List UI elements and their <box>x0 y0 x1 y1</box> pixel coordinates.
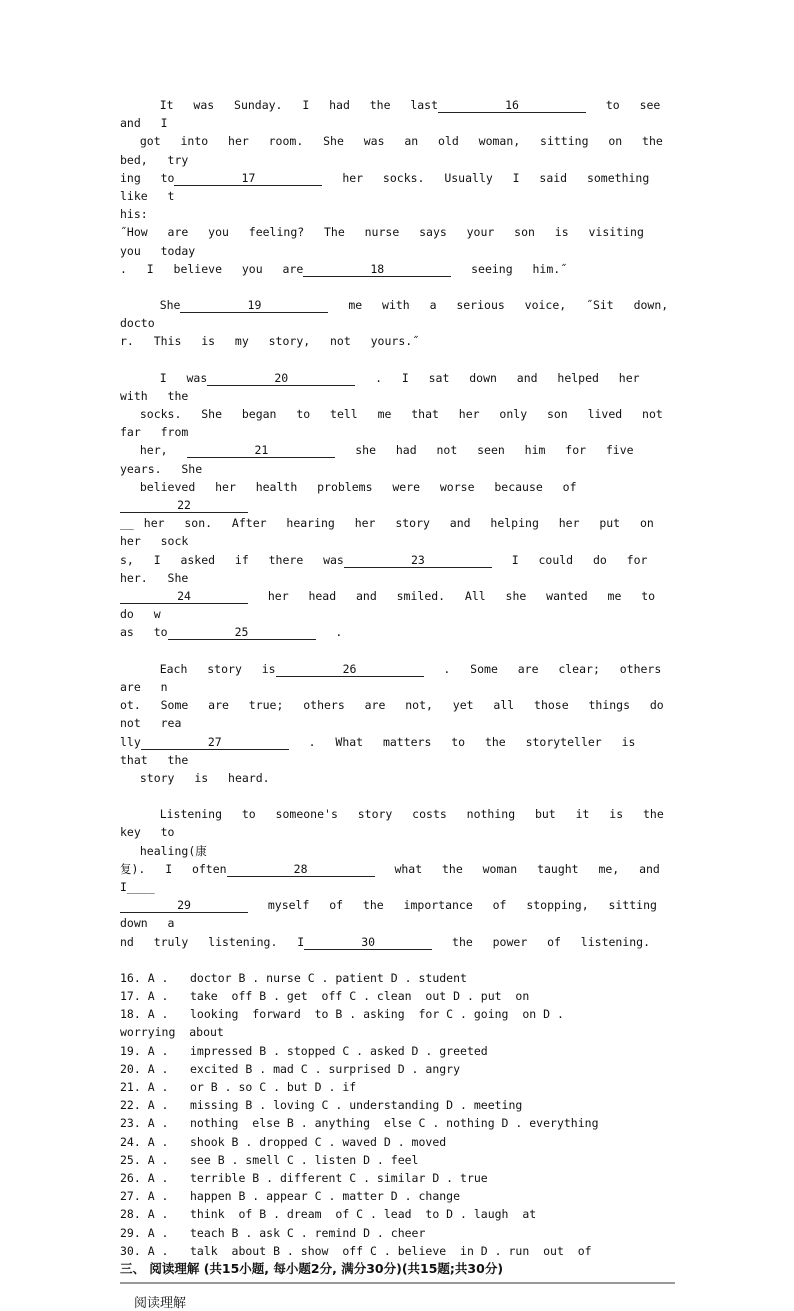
answer-blank-25: 25 <box>168 625 316 640</box>
answer-blank-24: 24 <box>120 589 248 604</box>
passage-text: . I believe you are <box>120 261 304 276</box>
passage-text: myself of the importance of stopping, sitting down a <box>120 898 677 931</box>
answer-blank-29: 29 <box>120 898 248 913</box>
exam-document <box>120 96 689 1311</box>
passage-paragraph-3 <box>120 369 683 642</box>
answer-blank-20: 20 <box>207 371 355 386</box>
passage-text: nd truly listening. I <box>120 934 305 949</box>
option-row: 21. A . or B . so C . but D . if <box>120 1079 357 1094</box>
answer-blank-17: 17 <box>174 171 322 186</box>
passage-text: r. This is my story, not yours.˝ <box>120 334 420 349</box>
answer-blank-19: 19 <box>180 298 328 313</box>
passage-text: I was <box>120 370 208 385</box>
passage-text: as to <box>120 625 168 640</box>
option-row: 22. A . missing B . loving C . understanding D . meeting <box>120 1098 523 1113</box>
option-row: 26. A . terrible B . different C . similar D . true <box>120 1170 488 1185</box>
option-row: 17. A . take off B . get off C . clean out D . put on <box>120 988 530 1003</box>
answer-blank-21: 21 <box>187 443 335 458</box>
option-row: 16. A . doctor B . nurse C . patient D . student <box>120 970 467 985</box>
passage-text: __ her son. After hearing her story and helping her put on her sock <box>120 516 674 549</box>
reading-label: 阅读理解 <box>134 1295 187 1311</box>
option-row: worrying about <box>120 1025 224 1040</box>
passage-text: Each story is <box>120 661 276 676</box>
passage-paragraph-2 <box>120 296 689 351</box>
answer-blank-22: 22 <box>120 498 248 513</box>
option-row: 24. A . shook B . dropped C . waved D . moved <box>120 1134 447 1149</box>
option-row: 29. A . teach B . ask C . remind D . cheer <box>120 1225 426 1240</box>
passage-text: seeing him.˝ <box>451 261 568 276</box>
answer-blank-30: 30 <box>304 935 432 950</box>
passage-text: his: <box>120 207 148 222</box>
passage-text: It was Sunday. I had the last <box>120 98 439 112</box>
passage-paragraph-1 <box>120 96 683 278</box>
passage-text: story is heard. <box>120 770 270 785</box>
answer-blank-23: 23 <box>344 553 492 568</box>
passage-text: Listening to someone's story costs nothing but it is the key to <box>120 807 684 840</box>
passage-text: 复). I often <box>120 861 227 876</box>
option-row: 30. A . talk about B . show off C . believe in D . run out of <box>120 1243 592 1258</box>
passage-text: the power of listening. <box>432 934 651 949</box>
passage-text: . Some are clear; others are n <box>120 661 682 694</box>
passage-text: socks. She began to tell me that her only son lived not far from <box>120 407 683 440</box>
option-row: 20. A . excited B . mad C . surprised D . angry <box>120 1061 461 1076</box>
passage-text: ot. Some are true; others are not, yet all those things do not rea <box>120 698 684 731</box>
section-heading: 三、 阅读理解 (共15小题, 每小题2分, 满分30分)(共15题;共30分) <box>120 1260 675 1284</box>
passage-text: to see and I <box>120 98 681 131</box>
answer-blank-28: 28 <box>227 862 375 877</box>
passage-text: got into her room. She was an old woman, sitting on the bed, try <box>120 134 683 167</box>
option-row: 28. A . think of B . dream of C . lead to D . laugh at <box>120 1207 537 1222</box>
passage-text: believed her health problems were worse because of <box>120 479 577 494</box>
answer-blank-26: 26 <box>276 662 424 677</box>
passage-text: me with a serious voice, ˝Sit down, docto <box>120 298 689 331</box>
passage-text: ing to <box>120 170 175 185</box>
passage-text: s, I asked if there was <box>120 552 344 567</box>
passage-text: . I sat down and helped her with the <box>120 370 660 403</box>
answer-blank-16: 16 <box>438 98 586 113</box>
option-row: 27. A . happen B . appear C . matter D . change <box>120 1189 461 1204</box>
option-row: 25. A . see B . smell C . listen D . feel <box>120 1152 419 1167</box>
passage-text: her, <box>120 443 188 458</box>
passage-text: . <box>315 625 343 640</box>
passage-text: what the woman taught me, and I____ <box>120 861 680 894</box>
options-list <box>120 969 675 1260</box>
answer-blank-27: 27 <box>141 735 289 750</box>
passage-text: lly <box>120 734 141 749</box>
option-row: 19. A . impressed B . stopped C . asked D . greeted <box>120 1043 488 1058</box>
option-row: 23. A . nothing else B . anything else C . nothing D . everything <box>120 1116 599 1131</box>
passage-text: ˝How are you feeling? The nurse says your son is visiting you today <box>120 225 664 258</box>
passage-text: her head and smiled. All she wanted me to do w <box>120 589 675 622</box>
passage-paragraph-4 <box>120 660 684 787</box>
passage-text: she had not seen him for five years. She <box>120 443 654 476</box>
passage-text: her socks. Usually I said something like t <box>120 170 670 204</box>
answer-blank-18: 18 <box>303 262 451 277</box>
passage-text: . What matters to the storyteller is that the <box>120 734 656 767</box>
passage-text: healing(康 <box>120 843 207 858</box>
option-row: 18. A . looking forward to B . asking for C . going on D . <box>120 1007 564 1022</box>
passage-text: I could do for her. She <box>120 552 668 585</box>
passage-text: She <box>120 298 181 313</box>
passage-paragraph-5 <box>120 805 684 951</box>
